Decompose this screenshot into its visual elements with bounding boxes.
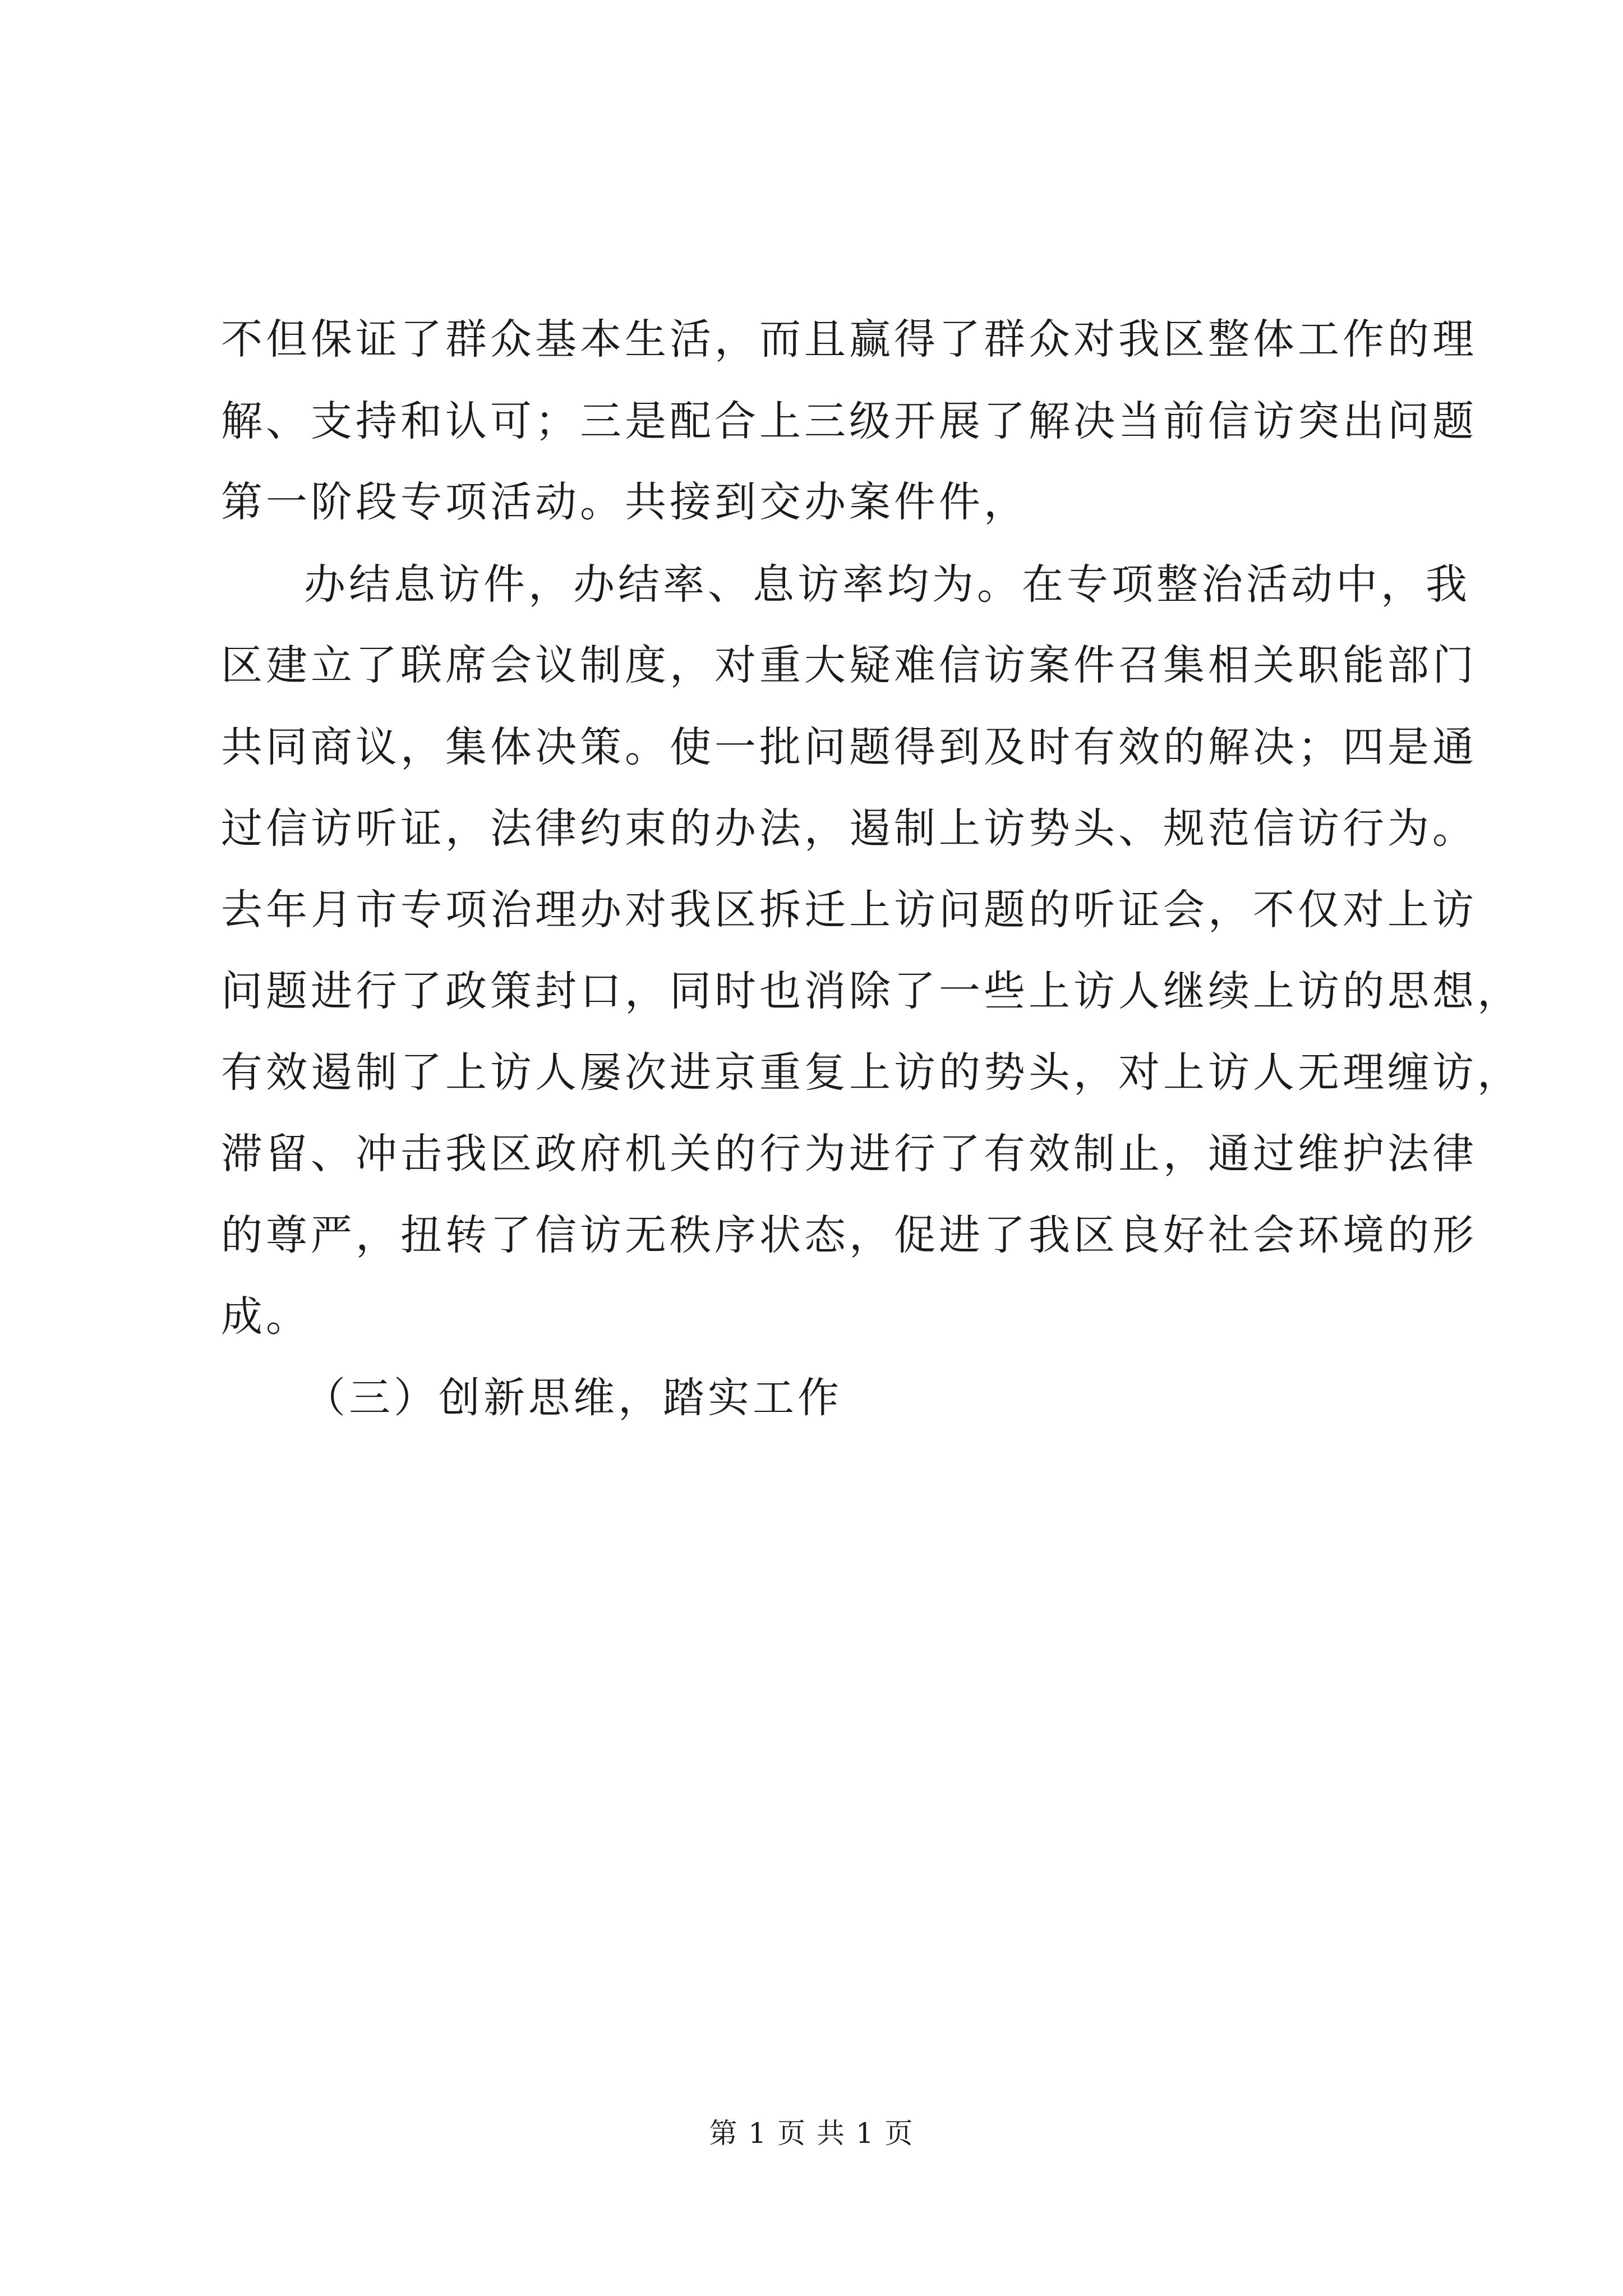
paragraph-line-5: 区建立了联席会议制度，对重大疑难信访案件召集相关职能部门 [221,641,1477,689]
paragraph-line-1: 不但保证了群众基本生活，而且赢得了群众对我区整体工作的理 [221,315,1477,364]
paragraph-line-11: 滞留、冲击我区政府机关的行为进行了有效制止，通过维护法律 [221,1130,1477,1178]
paragraph-line-12: 的尊严，扭转了信访无秩序状态，促进了我区良好社会环境的形 [221,1211,1477,1259]
paragraph-line-2: 解、支持和认可；三是配合上三级开展了解决当前信访突出问题 [221,397,1477,445]
paragraph-line-10: 有效遏制了上访人屡次进京重复上访的势头，对上访人无理缠访， [221,1048,1522,1097]
section-heading: （三）创新思维，踏实工作 [304,1374,842,1422]
paragraph-line-6: 共同商议，集体决策。使一批问题得到及时有效的解决；四是通 [221,723,1477,771]
paragraph-line-3: 第一阶段专项活动。共接到交办案件件， [221,478,1029,526]
page-footer: 第 1 页 共 1 页 [709,2117,914,2150]
paragraph-line-7: 过信访听证，法律约束的办法，遏制上访势头、规范信访行为。 [221,804,1477,853]
paragraph-line-8: 去年月市专项治理办对我区拆迁上访问题的听证会，不仅对上访 [221,886,1477,934]
paragraph-line-13: 成。 [221,1292,311,1341]
paragraph-line-4: 办结息访件，办结率、息访率均为。在专项整治活动中，我 [304,560,1470,609]
paragraph-line-9: 问题进行了政策封口，同时也消除了一些上访人继续上访的思想， [221,967,1522,1015]
